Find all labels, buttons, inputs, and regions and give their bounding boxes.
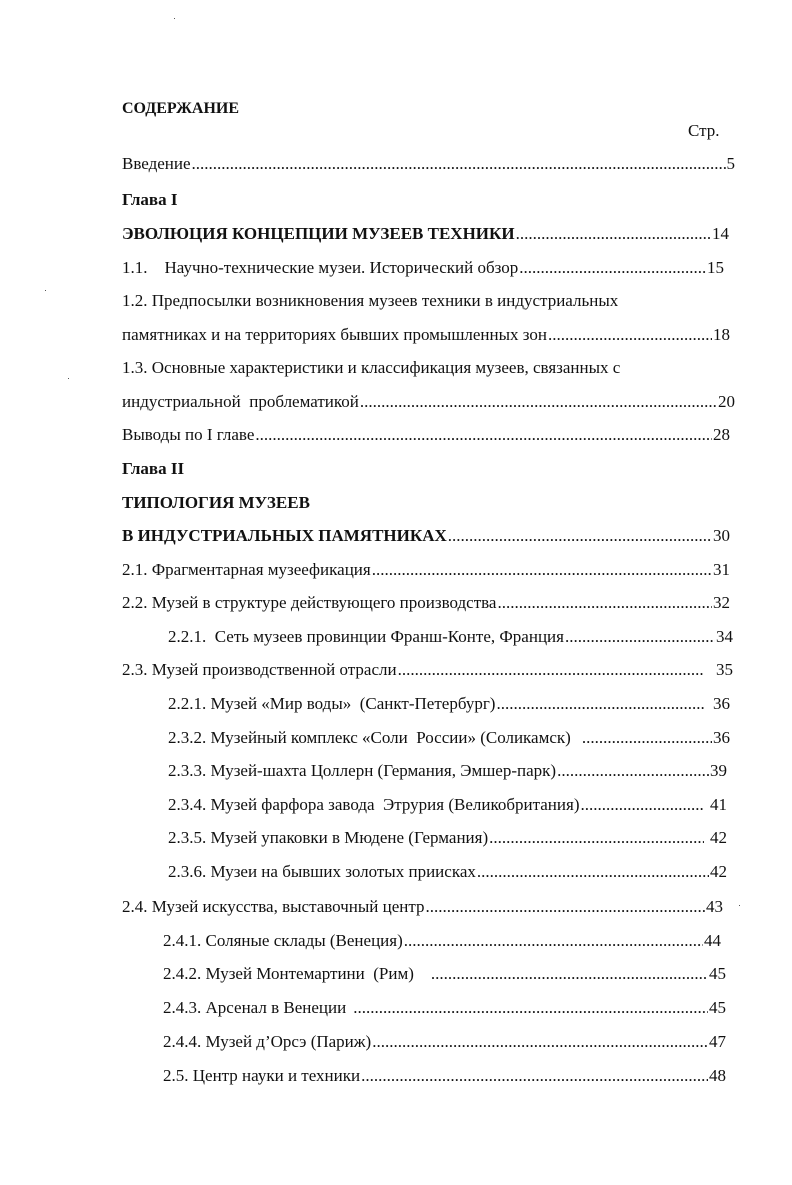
dot-leader xyxy=(582,727,712,749)
toc-entry xyxy=(122,153,735,175)
toc-entry-title: 2.3.6. Музеи на бывших золотых приисках xyxy=(168,862,476,881)
toc-entry-page: 35 xyxy=(716,660,733,679)
dot-leader xyxy=(404,930,703,952)
toc-entry-title: 2.5. Центр науки и техники xyxy=(163,1066,361,1085)
toc-entry-page: 42 xyxy=(710,862,727,881)
dot-leader xyxy=(398,659,704,681)
toc-entry-page: 39 xyxy=(710,761,727,780)
toc-entry-title: 2.4. Музей искусства, выставочный центр xyxy=(122,897,425,916)
dot-leader xyxy=(360,391,717,413)
toc-entry-page: 45 xyxy=(709,998,726,1017)
toc-subentry xyxy=(168,626,733,648)
toc-entry-page: 28 xyxy=(713,425,730,444)
toc-entry-page: 47 xyxy=(709,1032,726,1051)
toc-entry-page: 48 xyxy=(709,1066,726,1085)
toc-entry-page: 18 xyxy=(713,325,730,344)
chapter-label: Глава I xyxy=(122,190,178,209)
dot-leader xyxy=(431,963,708,985)
chapter-title-entry xyxy=(122,525,730,547)
toc-subentry xyxy=(168,760,727,782)
dot-leader xyxy=(192,153,726,175)
dot-leader xyxy=(565,626,715,648)
toc-entry-title: 2.3.4. Музей фарфора завода Этрурия (Великобритания) xyxy=(168,795,580,814)
toc-entry-page: 41 xyxy=(710,795,727,814)
toc-entry-page: 34 xyxy=(716,627,733,646)
toc-entry-title: 2.3.3. Музей-шахта Цоллерн (Германия, Эмшер-парк) xyxy=(168,761,557,780)
toc-entry xyxy=(122,659,733,681)
toc-entry-title: 2.1. Фрагментарная музеефикация xyxy=(122,560,371,579)
toc-entry-title: 2.3. Музей производственной отрасли xyxy=(122,660,397,679)
dot-leader xyxy=(426,896,705,918)
dot-leader xyxy=(496,693,705,715)
toc-subentry xyxy=(163,963,726,985)
toc-entry-title: памятниках и на территориях бывших промышленных зон xyxy=(122,325,548,344)
toc-entry xyxy=(122,257,724,279)
toc-entry-page: 36 xyxy=(713,694,730,713)
toc-entry xyxy=(122,592,730,614)
toc-subentry xyxy=(163,930,721,952)
dot-leader xyxy=(516,223,711,245)
toc-entry-title: 2.4.2. Музей Монтемартини (Рим) xyxy=(163,964,414,983)
dot-leader xyxy=(489,827,704,849)
toc-entry-title: Введение xyxy=(122,154,191,173)
scan-speck xyxy=(739,905,740,906)
dot-leader xyxy=(448,525,712,547)
dot-leader xyxy=(372,1031,708,1053)
dot-leader xyxy=(361,1065,708,1087)
toc-subentry xyxy=(163,1031,726,1053)
dot-leader xyxy=(497,592,712,614)
toc-entry-title: 2.4.1. Соляные склады (Венеция) xyxy=(163,931,403,950)
toc-entry-title: 2.2. Музей в структуре действующего производства xyxy=(122,593,497,612)
dot-leader xyxy=(353,997,708,1019)
toc-entry-continued: 1.3. Основные характеристики и классификация музеев, связанных с xyxy=(122,358,621,377)
toc-subentry xyxy=(168,693,730,715)
toc-entry-page: 20 xyxy=(718,392,735,411)
toc-entry-page: 15 xyxy=(707,258,724,277)
toc-subentry xyxy=(168,861,727,883)
toc-entry-page: 43 xyxy=(706,897,723,916)
chapter-label: Глава II xyxy=(122,459,185,478)
toc-entry-title: 1.1. Научно-технические музеи. Исторический обзор xyxy=(122,258,519,277)
toc-entry xyxy=(122,324,730,346)
toc-entry-title: 2.3.5. Музей упаковки в Мюдене (Германия) xyxy=(168,828,489,847)
toc-entry-title: Выводы по I главе xyxy=(122,425,255,444)
toc-entry-page: 14 xyxy=(712,224,729,243)
toc-entry-title: 2.2.1. Музей «Мир воды» (Санкт-Петербург) xyxy=(168,694,496,713)
chapter-title-line: ТИПОЛОГИЯ МУЗЕЕВ xyxy=(122,493,310,512)
toc-entry-title: ЭВОЛЮЦИЯ КОНЦЕПЦИИ МУЗЕЕВ ТЕХНИКИ xyxy=(122,224,515,243)
toc-entry-page: 5 xyxy=(726,154,735,173)
toc-entry-page: 45 xyxy=(709,964,726,983)
toc-subentry xyxy=(168,827,727,849)
toc-subentry xyxy=(168,727,730,749)
chapter-title-entry xyxy=(122,223,729,245)
toc-entry-title: В ИНДУСТРИАЛЬНЫХ ПАМЯТНИКАХ xyxy=(122,526,447,545)
dot-leader xyxy=(372,559,712,581)
toc-entry-title: 2.4.3. Арсенал в Венеции xyxy=(163,998,347,1017)
scan-speck xyxy=(174,18,175,19)
page-column-label: Стр. xyxy=(688,121,720,140)
dot-leader xyxy=(548,324,712,346)
toc-subentry xyxy=(163,997,726,1019)
scan-speck xyxy=(68,378,69,379)
toc-entry xyxy=(122,559,730,581)
toc-entry xyxy=(122,424,730,446)
toc-heading: СОДЕРЖАНИЕ xyxy=(122,100,240,117)
dot-leader xyxy=(477,861,709,883)
toc-entry-page: 42 xyxy=(710,828,727,847)
toc-entry-title: индустриальной проблематикой xyxy=(122,392,359,411)
dot-leader xyxy=(580,794,704,816)
toc-entry-page: 36 xyxy=(713,728,730,747)
toc-entry xyxy=(122,896,723,918)
toc-entry-page: 30 xyxy=(713,526,730,545)
toc-entry-title: 2.4.4. Музей д’Орсэ (Париж) xyxy=(163,1032,372,1051)
toc-entry-page: 32 xyxy=(713,593,730,612)
toc-entry xyxy=(122,391,735,413)
dot-leader xyxy=(255,424,712,446)
toc-entry-title: 2.3.2. Музейный комплекс «Соли России» (Соликамск) xyxy=(168,728,571,747)
toc-entry-page: 31 xyxy=(713,560,730,579)
dot-leader xyxy=(557,760,709,782)
toc-entry-continued: 1.2. Предпосылки возникновения музеев техники в индустриальных xyxy=(122,291,619,310)
dot-leader xyxy=(519,257,706,279)
toc-entry-page: 44 xyxy=(704,931,721,950)
toc-subentry xyxy=(168,794,727,816)
toc-entry-title: 2.2.1. Сеть музеев провинции Франш-Конте, Франция xyxy=(168,627,564,646)
toc-subentry xyxy=(163,1065,726,1087)
scan-speck xyxy=(45,290,46,291)
